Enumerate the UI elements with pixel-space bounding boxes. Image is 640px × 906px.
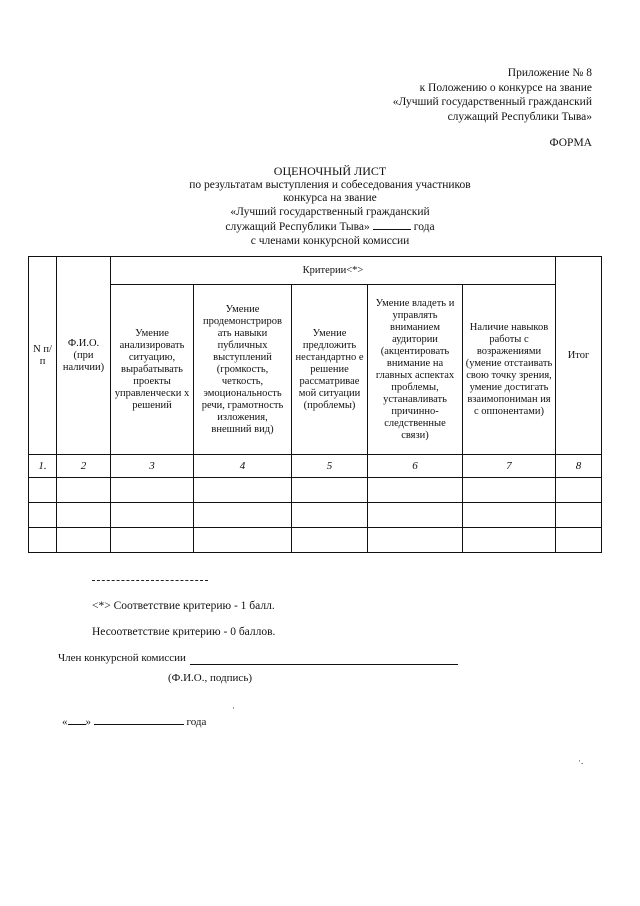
table-cell[interactable] bbox=[368, 528, 463, 553]
table-cell[interactable] bbox=[111, 478, 194, 503]
title-line-6: с членами конкурсной комиссии bbox=[250, 234, 410, 247]
table-cell[interactable] bbox=[194, 503, 292, 528]
scan-speck: ·. bbox=[578, 756, 584, 766]
col-num-7: 7 bbox=[463, 455, 556, 478]
date-close-quote: » bbox=[85, 716, 91, 728]
footnote-mismatch: Несоответствие критерию - 0 баллов. bbox=[92, 626, 276, 638]
date-field bbox=[62, 714, 206, 728]
appendix-award-name-2: служащий Республики Тыва» bbox=[447, 110, 592, 123]
col-num-8: 8 bbox=[556, 455, 602, 478]
col-num-3: 3 bbox=[111, 455, 194, 478]
col-num-6: 6 bbox=[368, 455, 463, 478]
table-row bbox=[29, 528, 602, 553]
month-blank[interactable] bbox=[94, 714, 184, 725]
scan-speck: · bbox=[232, 703, 235, 713]
col-num-1: 1. bbox=[29, 455, 57, 478]
table-row bbox=[29, 478, 602, 503]
appendix-header bbox=[332, 66, 592, 124]
header-row-2 bbox=[29, 285, 602, 455]
table-cell[interactable] bbox=[111, 503, 194, 528]
form-label: ФОРМА bbox=[549, 137, 592, 149]
table-cell[interactable] bbox=[57, 503, 111, 528]
table-cell[interactable] bbox=[368, 478, 463, 503]
criterion-3: Умение предложить нестандартно е решение рассматривае мой ситуации (проблемы) bbox=[292, 285, 368, 455]
table-cell[interactable] bbox=[556, 478, 602, 503]
footnote-match: <*> Соответствие критерию - 1 балл. bbox=[92, 600, 275, 612]
table-cell[interactable] bbox=[194, 478, 292, 503]
title-line-5 bbox=[160, 219, 500, 235]
criterion-2: Умение продемонстриров ать навыки публичных выступлений (громкость, четкость, эмоциональность речи, грамотность изложения, внешний вид) bbox=[194, 285, 292, 455]
table-cell[interactable] bbox=[111, 528, 194, 553]
evaluation-table bbox=[28, 256, 602, 553]
footnote-divider bbox=[92, 580, 208, 581]
header-criteria: Критерии<*> bbox=[111, 257, 556, 285]
header-total: Итог bbox=[556, 257, 602, 455]
table-row bbox=[29, 503, 602, 528]
header-row-1 bbox=[29, 257, 602, 285]
appendix-reference: к Положению о конкурсе на звание bbox=[419, 81, 592, 94]
appendix-number: Приложение № 8 bbox=[507, 67, 592, 79]
table-cell[interactable] bbox=[463, 528, 556, 553]
member-label: Член конкурсной комиссии bbox=[58, 652, 186, 664]
table-cell[interactable] bbox=[556, 503, 602, 528]
date-open-quote: « bbox=[62, 716, 68, 728]
title-year-word: года bbox=[413, 221, 435, 233]
table-cell[interactable] bbox=[57, 478, 111, 503]
col-num-4: 4 bbox=[194, 455, 292, 478]
day-blank[interactable] bbox=[68, 714, 86, 725]
appendix-award-name: «Лучший государственный гражданский bbox=[392, 96, 592, 108]
title-line-3: конкурса на звание bbox=[283, 192, 377, 204]
document-title: ОЦЕНОЧНЫЙ ЛИСТ bbox=[273, 164, 387, 178]
table-cell[interactable] bbox=[463, 478, 556, 503]
year-blank-field[interactable] bbox=[373, 219, 411, 230]
criterion-4: Умение владеть и управлять вниманием аудитории (акцентировать внимание на главных аспектах проблемы, устанавливать причинно-следственные связи) bbox=[368, 285, 463, 455]
header-fio: Ф.И.О. (при наличии) bbox=[57, 257, 111, 455]
table-cell[interactable] bbox=[29, 478, 57, 503]
document-title-block bbox=[160, 165, 500, 248]
table-cell[interactable] bbox=[368, 503, 463, 528]
table-cell[interactable] bbox=[556, 528, 602, 553]
title-line-4: «Лучший государственный гражданский bbox=[230, 205, 430, 218]
title-line-2: по результатам выступления и собеседования участников bbox=[189, 178, 471, 191]
col-num-2: 2 bbox=[57, 455, 111, 478]
title-line-5-text: служащий Республики Тыва» bbox=[225, 221, 370, 233]
criterion-5: Наличие навыков работы с возражениями (умение отстаивать свою точку зрения, умение достигать взаимопониман ия с оппонентами) bbox=[463, 285, 556, 455]
table-cell[interactable] bbox=[463, 503, 556, 528]
date-year-word: года bbox=[186, 716, 207, 728]
table-cell[interactable] bbox=[292, 528, 368, 553]
table-cell[interactable] bbox=[292, 478, 368, 503]
col-num-5: 5 bbox=[292, 455, 368, 478]
table-cell[interactable] bbox=[29, 503, 57, 528]
table-cell[interactable] bbox=[57, 528, 111, 553]
table-cell[interactable] bbox=[292, 503, 368, 528]
column-number-row bbox=[29, 455, 602, 478]
member-signature-line[interactable] bbox=[190, 664, 458, 665]
header-n: N п/п bbox=[29, 257, 57, 455]
table-cell[interactable] bbox=[194, 528, 292, 553]
criterion-1: Умение анализировать ситуацию, вырабатывать проекты управленчески х решений bbox=[111, 285, 194, 455]
table-cell[interactable] bbox=[29, 528, 57, 553]
fio-sign-caption: (Ф.И.О., подпись) bbox=[168, 672, 252, 684]
